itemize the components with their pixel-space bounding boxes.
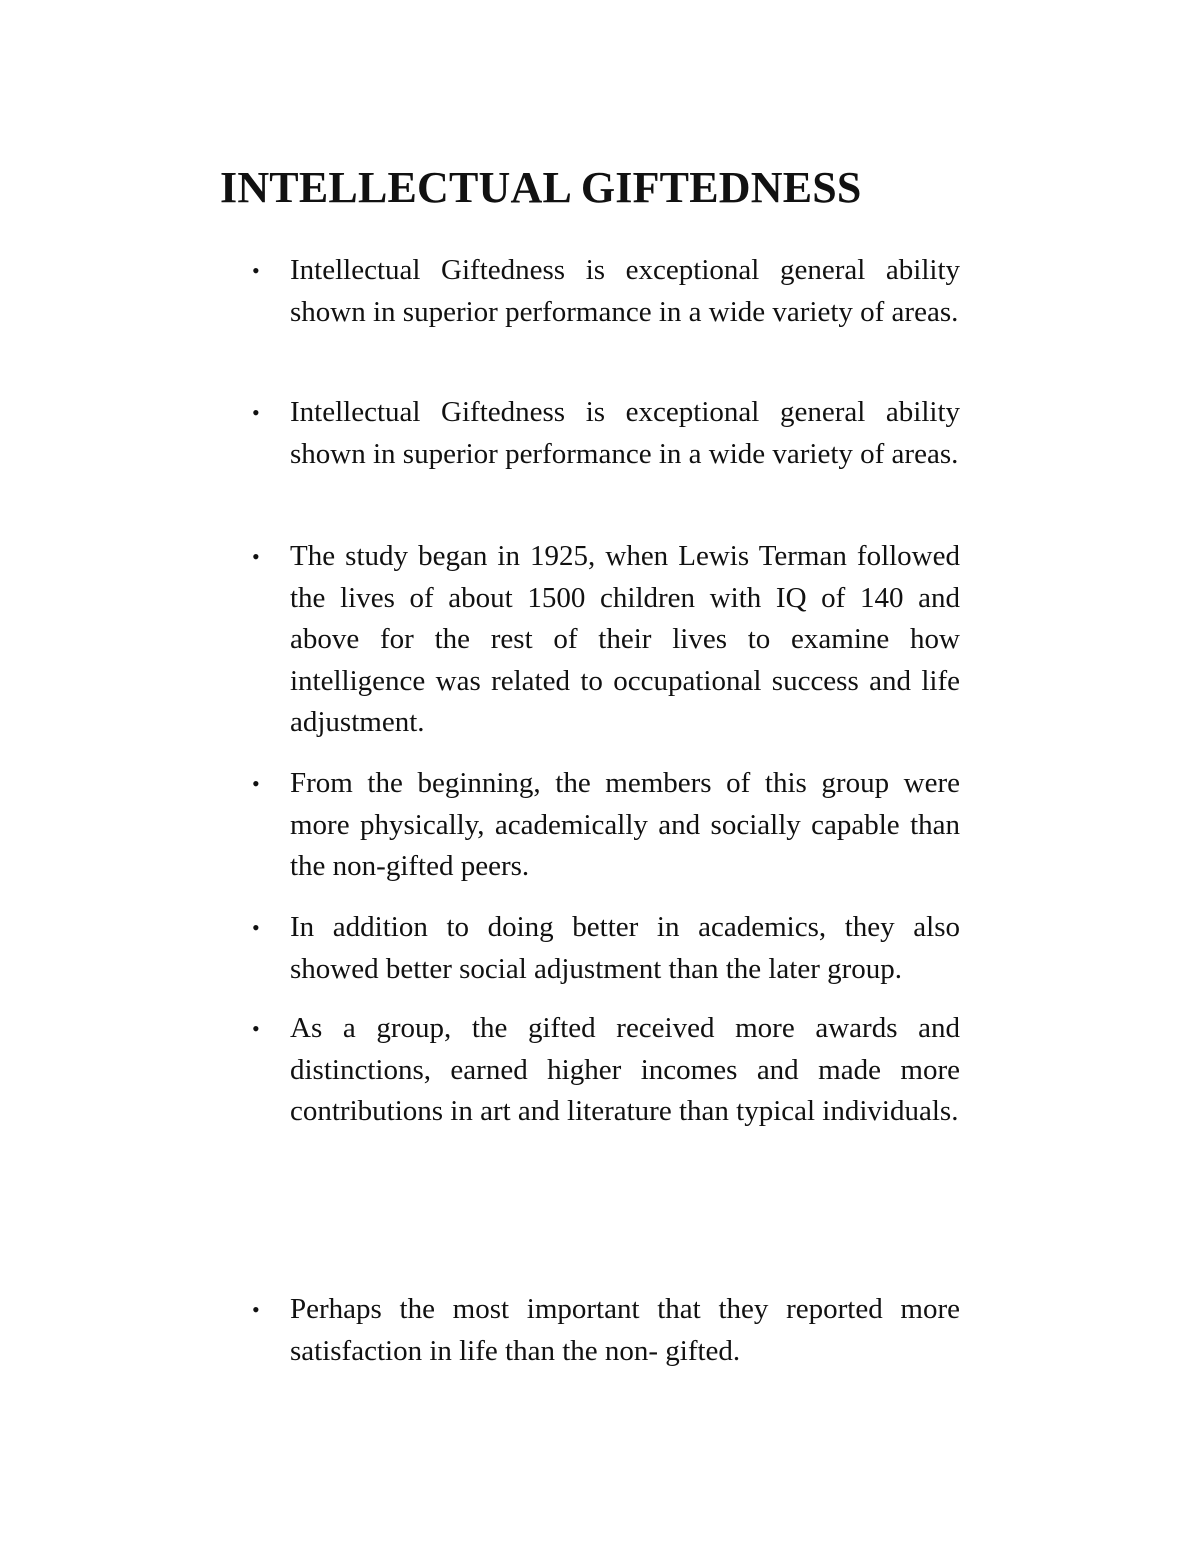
list-item bbox=[252, 907, 960, 990]
bullet-text: Intellectual Giftedness is exceptional general ability shown in superior performance in a wide variety of areas. bbox=[290, 396, 960, 470]
bullet-text: Perhaps the most important that they reported more satisfaction in life than the non- gifted. bbox=[290, 1293, 960, 1367]
bullet-icon: • bbox=[252, 771, 260, 796]
list-item bbox=[252, 392, 960, 475]
bullet-text: As a group, the gifted received more awards and distinctions, earned higher incomes and made more contributions in art and literature than typical individuals. bbox=[290, 1012, 960, 1127]
bullet-text: The study began in 1925, when Lewis Terman followed the lives of about 1500 children with IQ of 140 and above for the rest of their lives to examine how intelligence was related to occupational success and life adjustment. bbox=[290, 540, 960, 738]
bullet-icon: • bbox=[252, 915, 260, 940]
list-item bbox=[252, 536, 960, 744]
page-title: INTELLECTUAL GIFTEDNESS bbox=[220, 163, 862, 212]
bullet-text: In addition to doing better in academics, they also showed better social adjustment than the later group. bbox=[290, 911, 960, 985]
bullet-icon: • bbox=[252, 1016, 260, 1041]
list-item bbox=[252, 1289, 960, 1372]
list-item bbox=[252, 1008, 960, 1133]
bullet-icon: • bbox=[252, 400, 260, 425]
bullet-icon: • bbox=[252, 258, 260, 283]
bullet-icon: • bbox=[252, 544, 260, 569]
bullet-text: From the beginning, the members of this group were more physically, academically and socially capable than the non-gifted peers. bbox=[290, 767, 960, 882]
bullet-text: Intellectual Giftedness is exceptional general ability shown in superior performance in a wide variety of areas. bbox=[290, 254, 960, 328]
bullet-icon: • bbox=[252, 1297, 260, 1322]
list-item bbox=[252, 250, 960, 333]
list-item bbox=[252, 763, 960, 888]
